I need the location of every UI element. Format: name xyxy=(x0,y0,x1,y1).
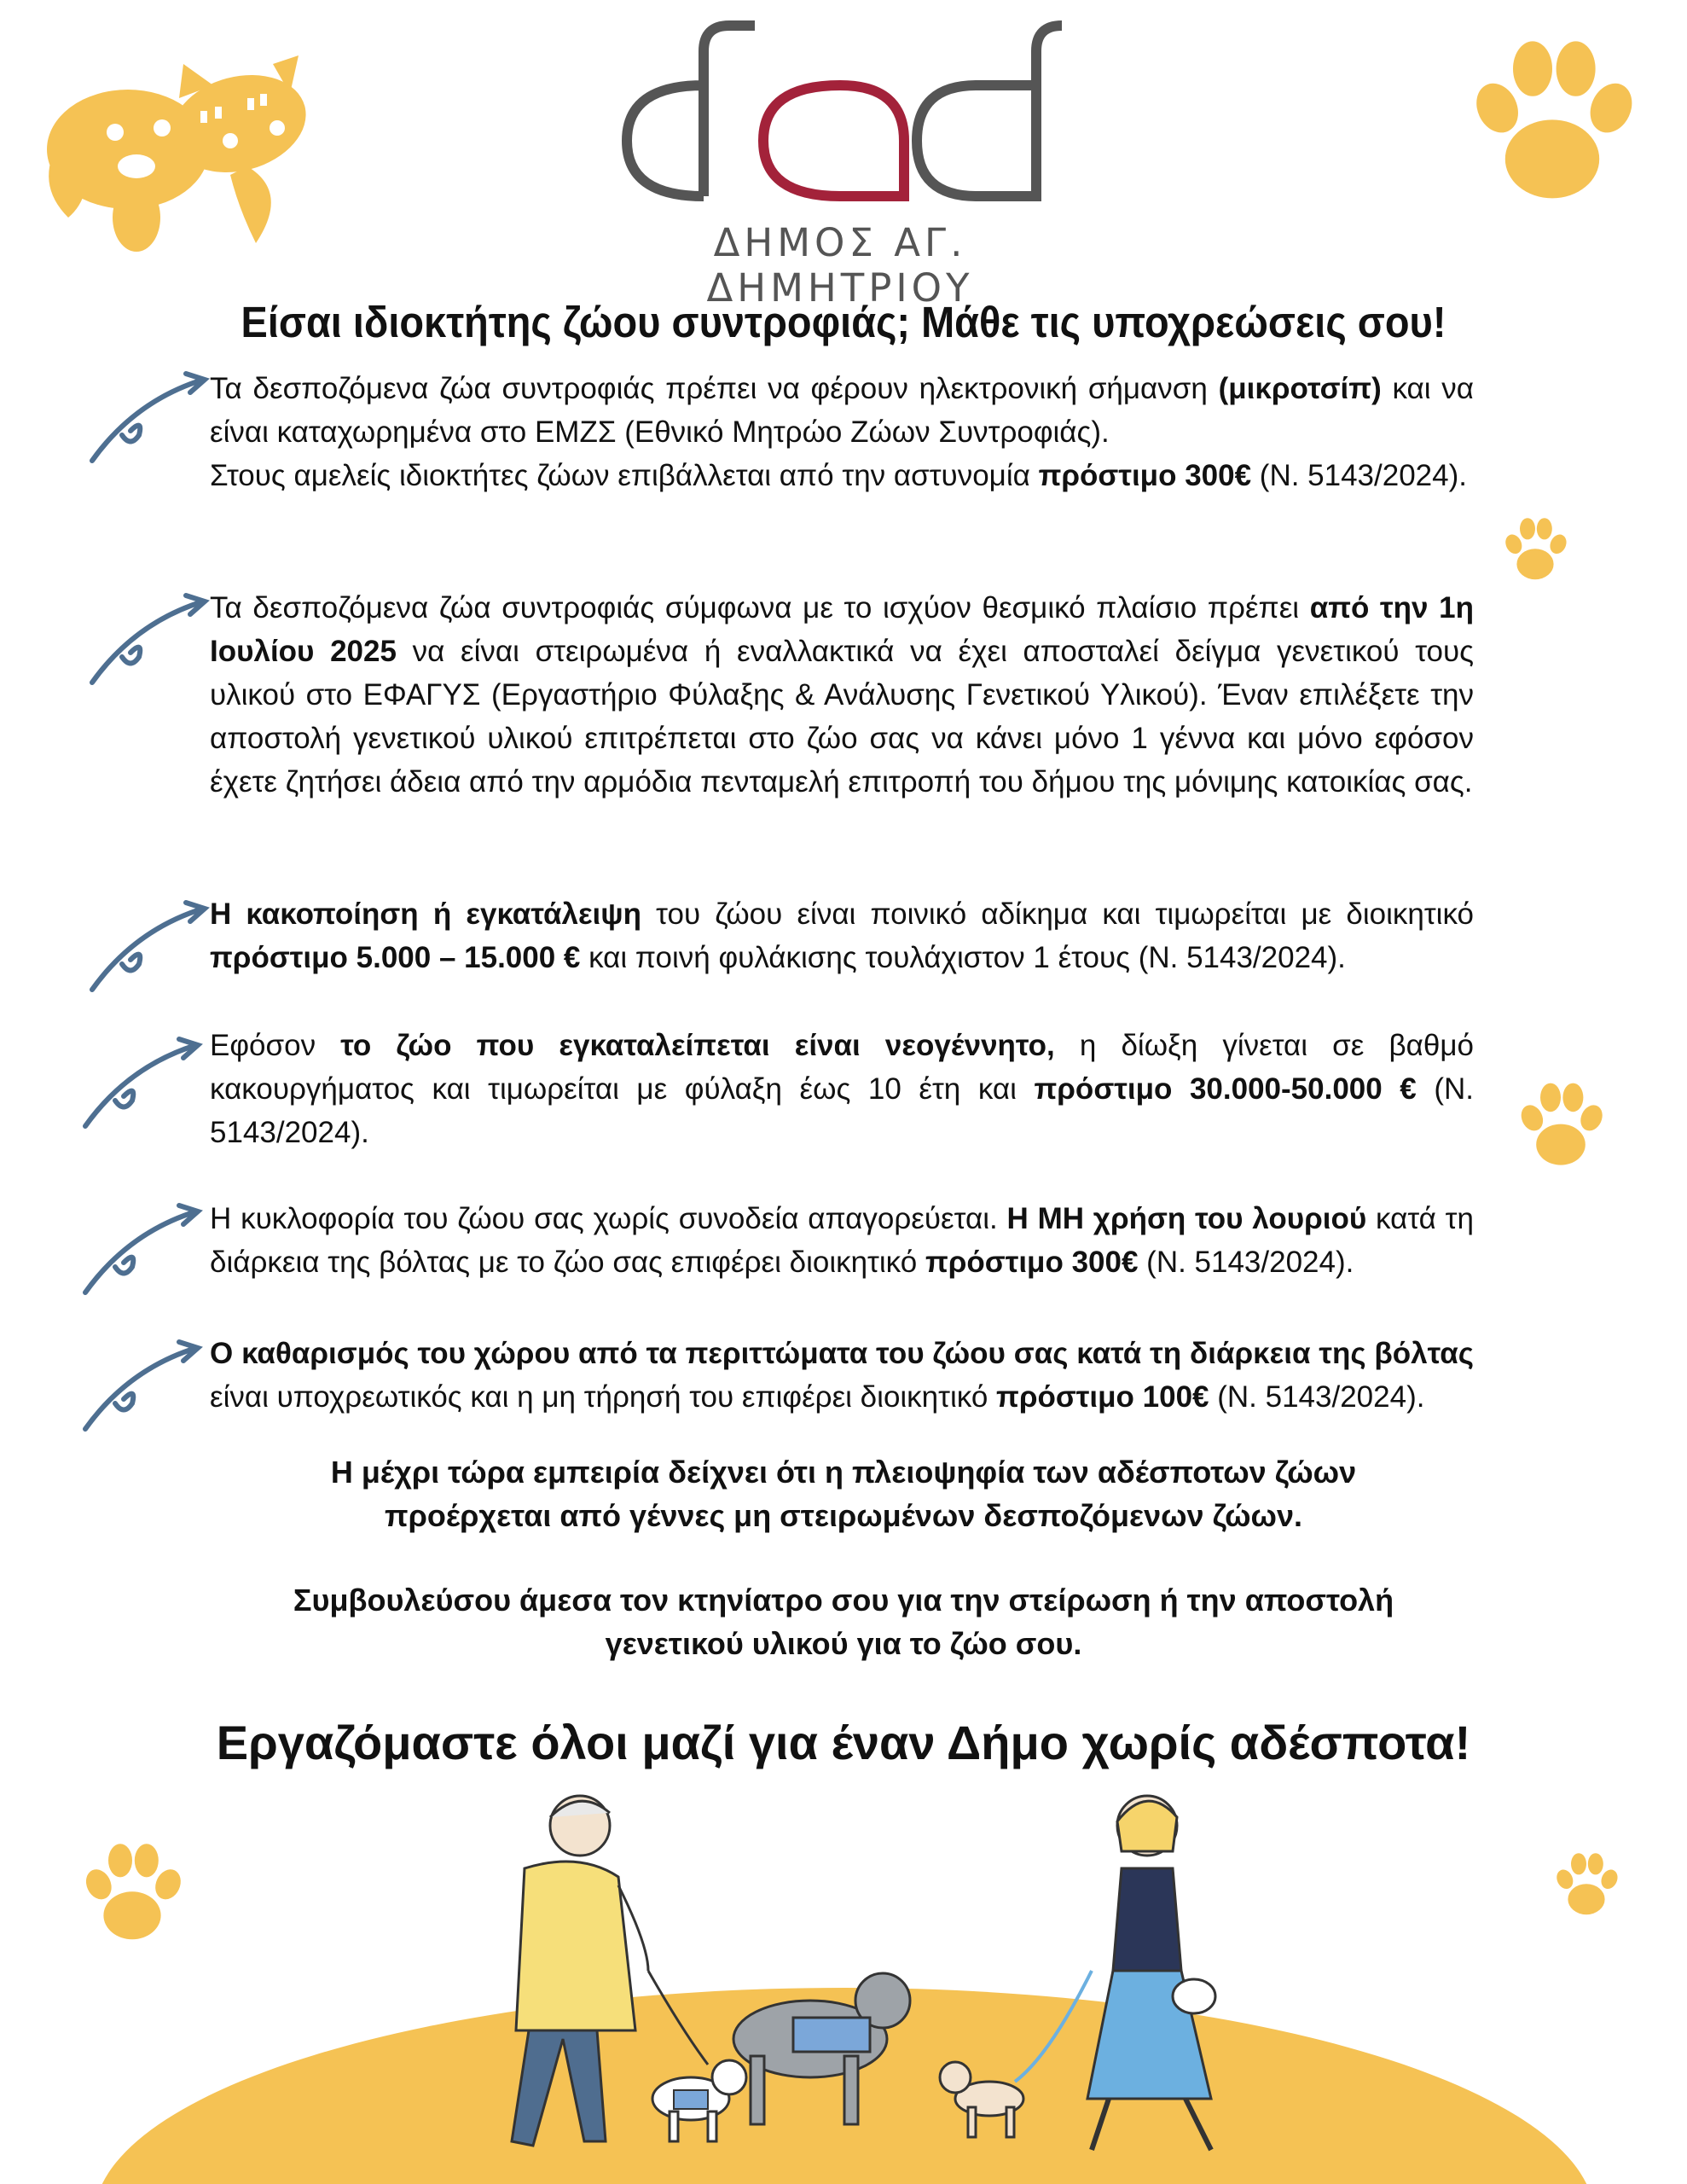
obligation-newborn: Εφόσον το ζώο που εγκαταλείπεται είναι νεογέννητο, η δίωξη γίνεται σε βαθμό κακουργήματος και τιμωρείται με φύλαξη έως 10 έτη και πρόστιμο 30.000-50.000 € (Ν. 5143/2024). xyxy=(210,1029,1474,1149)
woman-figure xyxy=(1087,1796,1215,2150)
arrow-icon xyxy=(84,896,212,998)
experience-note: Η μέχρι τώρα εμπειρία δείχνει ότι η πλειοψηφία των αδέσποτων ζώων προέρχεται από γέννες μη στειρωμένων δεσποζόμενων ζώων. xyxy=(330,1455,1357,1533)
obligation-abuse: Η κακοποίηση ή εγκατάλειψη του ζώου είναι ποινικό αδίκημα και τιμωρείται με διοικητικό πρόστιμο 5.000 – 15.000 € και ποινή φυλάκισης τουλάχιστον 1 έτους (Ν. 5143/2024). xyxy=(210,897,1474,974)
advice-note: Συμβουλεύσου άμεσα τον κτηνίατρο σου για την στείρωση ή την αποστολή γενετικού υλικού για το ζώο σου. xyxy=(293,1583,1394,1661)
dog-cat-illustration xyxy=(34,47,316,269)
microchip-paragraph: Τα δεσποζόμενα ζώα συντροφιάς πρέπει να φέρουν ηλεκτρονική σήμανση (μικροτσίπ) και να είναι καταχωρημένα στο ΕΜΖΣ (Εθνικό Μητρώο Ζώων Συντροφιάς). xyxy=(210,372,1474,449)
arrow-icon xyxy=(84,367,212,469)
page-title: Είσαι ιδιοκτήτης ζώου συντροφιάς; Μάθε τις υποχρεώσεις σου! xyxy=(241,298,1446,346)
arrow-icon xyxy=(84,589,212,691)
paw-icon xyxy=(1501,1075,1620,1177)
paw-icon xyxy=(1450,26,1655,222)
arrow-icon xyxy=(77,1335,205,1438)
dad-logo-mark xyxy=(610,17,1070,213)
obligation-cleaning: Ο καθαρισμός του χώρου από τα περιττώματα του ζώου σας κατά τη διάρκεια της βόλτας είναι υποχρεωτικός και η μη τήρησή του επιφέρει διοικητικό πρόστιμο 100€ (Ν. 5143/2024). xyxy=(210,1337,1474,1414)
slogan: Εργαζόμαστε όλοι μαζί για έναν Δήμο χωρίς αδέσποτα! xyxy=(216,1716,1471,1769)
obligation-sterilization: Τα δεσποζόμενα ζώα συντροφιάς σύμφωνα με το ισχύον θεσμικό πλαίσιο πρέπει από την 1η Ιουλίου 2025 να είναι στειρωμένα ή εναλλακτικά να έχει αποσταλεί δείγμα γενετικού τους υλικού στο ΕΦΑΓΥΣ (Εργαστήριο Φύλαξης & Ανάλυσης Γενετικού Υλικού). Έναν επιλέξετε την αποστολή γενετικού υλικού επιτρέπεται στο ζώο σας να κάνει μόνο 1 γέννα και μόνο εφόσον έχετε ζητήσει άδεια από την αρμόδια πενταμελή επιτροπή του δήμου της μόνιμης κατοικίας σας. xyxy=(210,591,1474,799)
municipality-name: ΔΗΜΟΣ ΑΓ. ΔΗΜΗΤΡΙΟΥ xyxy=(706,220,974,311)
walking-dogs-illustration xyxy=(0,1774,1687,2184)
arrow-icon xyxy=(77,1199,205,1301)
obligation-leash: Η κυκλοφορία του ζώου σας χωρίς συνοδεία απαγορεύεται. Η ΜΗ χρήση του λουριού κατά τη διάρκεια της βόλτας με το ζώο σας επιφέρει διοικητικό πρόστιμο 300€ (Ν. 5143/2024). xyxy=(210,1202,1474,1279)
arrow-icon xyxy=(77,1032,205,1135)
obligation-microchip xyxy=(210,367,1474,497)
municipality-logo xyxy=(610,17,1070,311)
paw-icon xyxy=(1493,512,1578,589)
microchip-fine-paragraph: Στους αμελείς ιδιοκτήτες ζώων επιβάλλεται από την αστυνομία πρόστιμο 300€ (Ν. 5143/2024). xyxy=(210,459,1467,492)
